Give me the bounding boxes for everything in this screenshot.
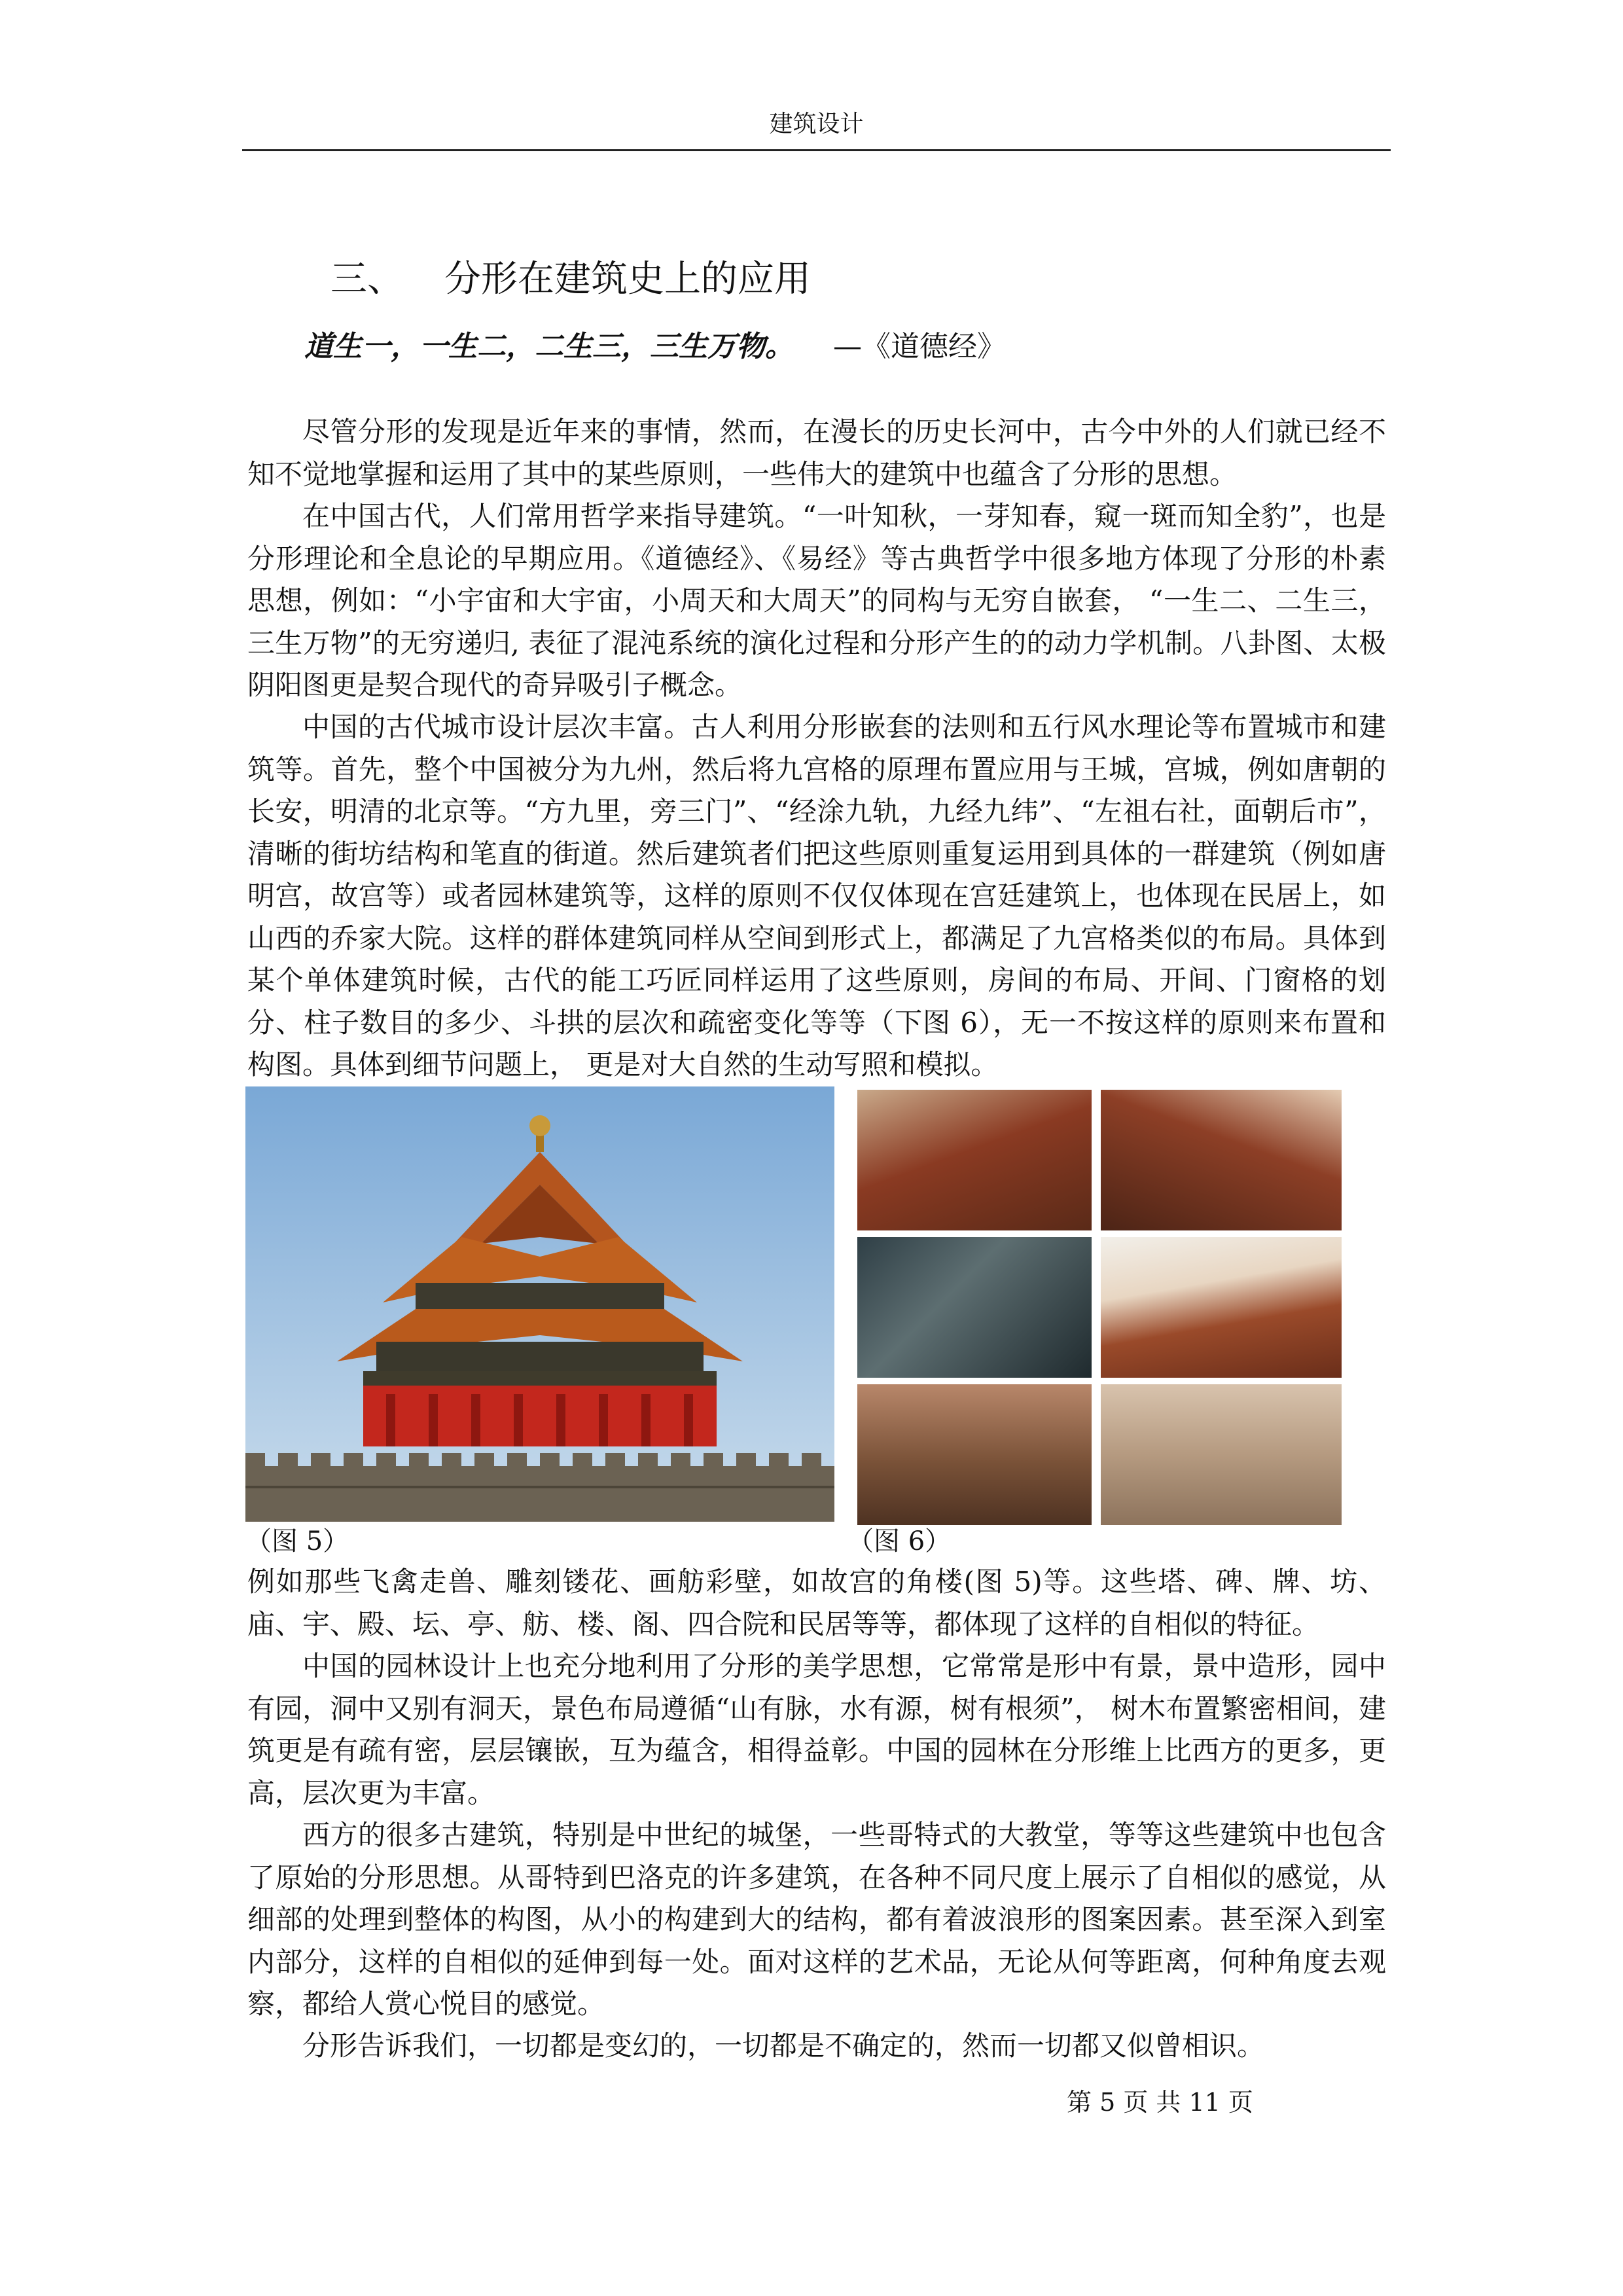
- paragraph-ancient-philosophy: 在中国古代，人们常用哲学来指导建筑。“一叶知秋，一芽知春，窥一斑而知全豹”，也是分形理论和全息论的早期应用。《道德经》、《易经》等古典哲学中很多地方体现了分形的朴素思想，例如：“小宇宙和大宇宙，小周天和大周天”的同构与无穷自嵌套， “一生二、二生三，三生万物”的无穷递归, 表征了混沌系统的演化过程和分形产生的的动力学机制。八卦图、太极阴阳图更是契合现代的奇异吸引子概念。: [247, 500, 1386, 701]
- paragraph-city-design: 中国的古代城市设计层次丰富。古人利用分形嵌套的法则和五行风水理论等布置城市和建筑等。首先，整个中国被分为九州，然后将九宫格的原理布置应用与王城，宫城，例如唐朝的长安，明清的北京等。“方九里，旁三门”、“经涂九轨，九经九纬”、“左祖右社，面朝后市”，清晰的街坊结构和笔直的街道。然后建筑者们把这些原则重复运用到具体的一群建筑（例如唐明宫，故宫等）或者园林建筑等，这样的原则不仅仅体现在宫廷建筑上，也体现在民居上，如山西的乔家大院。这样的群体建筑同样从空间到形式上，都满足了九宫格类似的布局。具体到某个单体建筑时候，古代的能工巧匠同样运用了这些原则，房间的布局、开间、门窗格的划分、柱子数目的多少、斗拱的层次和疏密变化等等（下图 6），无一不按这样的原则来布置和构图。具体到细节问题上， 更是对大自然的生动写照和模拟。: [247, 711, 1386, 1081]
- section-title: 分形在建筑史上的应用: [444, 258, 811, 300]
- figure-6-caption: （图 6）: [847, 1526, 952, 1556]
- figure-5-caption: （图 5）: [245, 1526, 349, 1556]
- paragraph-western: 西方的很多古建筑，特别是中世纪的城堡，一些哥特式的大教堂，等等这些建筑中也包含了原始的分形思想。从哥特到巴洛克的许多建筑，在各种不同尺度上展示了自相似的感觉，从细部的处理到整体的构图，从小的构建到大的结构，都有着波浪形的图案因素。甚至深入到室内部分，这样的自相似的延伸到每一处。面对这样的艺术品，无论从何等距离，何种角度去观察，都给人赏心悦目的感觉。: [247, 1819, 1386, 2020]
- paragraph-conclusion: 分形告诉我们，一切都是变幻的，一切都是不确定的，然而一切都又似曾相识。: [302, 2030, 1265, 2062]
- paragraph-gardens: 中国的园林设计上也充分地利用了分形的美学思想，它常常是形中有景，景中造形，园中有园，洞中又别有洞天，景色布局遵循“山有脉，水有源，树有根须”， 树木布置繁密相间，建筑更是有疏有密，层层镶嵌，互为蕴含，相得益彰。中国的园林在分形维上比西方的更多，更高，层次更为丰富。: [247, 1650, 1386, 1809]
- epigraph-text: 道生一，一生二，二生三，三生万物。: [304, 330, 794, 363]
- corner-tower-illustration: [245, 1086, 834, 1522]
- bracket-photo-2: [1101, 1090, 1342, 1230]
- bracket-photo-3: [857, 1237, 1092, 1378]
- paragraph-examples: 例如那些飞禽走兽、雕刻镂花、画舫彩壁，如故宫的角楼(图 5)等。这些塔、碑、牌、坊、庙、宇、殿、坛、亭、舫、楼、阁、四合院和民居等等，都体现了这样的自相似的特征。: [247, 1566, 1386, 1640]
- figure-5-corner-tower: [245, 1086, 834, 1522]
- page-header: [242, 111, 1391, 151]
- paragraph-intro: 尽管分形的发现是近年来的事情，然而，在漫长的历史长河中，古今中外的人们就已经不知不觉地掌握和运用了其中的某些原则，一些伟大的建筑中也蕴含了分形的思想。: [247, 416, 1386, 490]
- bracket-photo-5: [857, 1384, 1092, 1525]
- header-title: 建筑设计: [769, 111, 864, 137]
- epigraph: [304, 327, 1006, 367]
- section-number: 三、: [330, 258, 404, 300]
- figure-6-bracket-grid: [857, 1090, 1342, 1525]
- page-footer: 第 5 页 共 11 页: [1067, 2088, 1253, 2117]
- bracket-photo-1: [857, 1090, 1092, 1230]
- bracket-photo-4: [1101, 1237, 1342, 1378]
- bracket-photo-6: [1101, 1384, 1342, 1525]
- epigraph-source: —《道德经》: [833, 330, 1006, 363]
- section-heading: [330, 257, 811, 302]
